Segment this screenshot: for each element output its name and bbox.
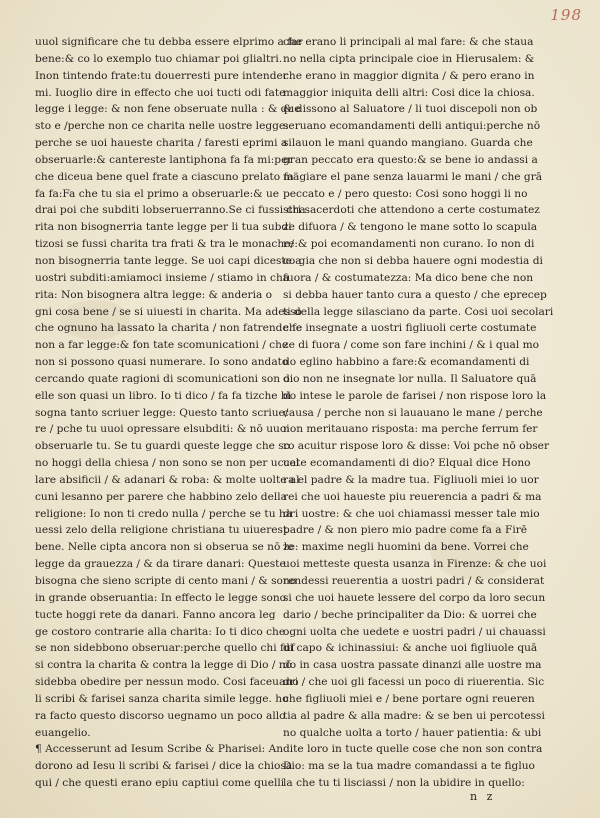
text-line: di capo & ichinassiui: & anche uoi figliuole quā: [283, 642, 538, 655]
text-line: se non sidebbono obseruar:perche quello chi fuf: [35, 642, 295, 655]
text-line: silauon le mani quando mangiano. Guarda che: [283, 137, 533, 150]
text-line: sidebba obedire per nessun modo. Cosi faceuano: [35, 676, 299, 689]
text-line: seruano ecomandamenti delli antiqui:perche nō: [283, 120, 541, 133]
signature-mark: n z: [470, 790, 496, 803]
text-line: no nella cipta principale cioe in Hierusalem: &: [283, 52, 535, 65]
text-line: bisogna che sieno scripte di cento mani / & sono: [35, 575, 297, 587]
text-line: co gia che non si debba hauere ogni modestia di: [283, 254, 543, 267]
text-line: Dio: ma se la tua madre comandassi a te figluo: [283, 760, 535, 773]
text-line: rita non bisognerria tante legge per li tua subdi: [35, 221, 292, 234]
text-line: li scribi & farisei sanza charita simile legge. ho: [35, 692, 289, 705]
text-line: che erano li principali al mal fare: & che staua: [283, 36, 534, 48]
text-line: rita: Non bisognera altra legge: & anderia o: [35, 288, 273, 301]
text-line: fuora / & costumatezza: Ma dico bene che non: [283, 271, 534, 284]
text-line: ti della legge silasciano da parte. Cosi uoi secolari: [283, 305, 554, 318]
text-line: re / pche tu uuoi opressare elsubditi: & nō uuoi: [35, 423, 290, 436]
text-line: elle son quasi un libro. Io ti dico / fa fa tizche bi: [35, 389, 292, 402]
text-line: religione: Io non ti credo nulla / perche se tu ha: [35, 507, 293, 520]
text-line: uuol significare che tu debba essere elprimo a far: [35, 36, 303, 48]
text-line: tia al padre & alla madre: & se ben ui percotessi: [283, 709, 545, 722]
text-line: ¶ Accesserunt ad Iesum Scribe & Pharisei: An: [35, 743, 284, 756]
text-line: no qualche uolta a torto / hauer patientia: & ubi: [283, 726, 542, 739]
text-line: che insegnate a uostri figliuoli certe costumate: [283, 322, 537, 335]
right-text-column: [283, 34, 558, 792]
text-line: ze difuora / & tengono le mane sotto lo scapula: [283, 221, 538, 234]
text-line: si contra la charita & contra la legge di Dio / nō: [35, 659, 293, 672]
text-line: che figliuoli miei e / bene portare ogni reueren: [283, 692, 535, 705]
text-line: cercando quate ragioni di scomunicationi son o:: [35, 372, 294, 385]
text-line: che ognuno ha lassato la charita / non fatrende fe: [35, 322, 303, 335]
text-line: ra facto questo discorso uegnamo un poco allo: [35, 709, 286, 722]
text-line: obseruarle:& cantereste lantiphona fa fa mi:per: [35, 153, 293, 166]
text-line: legge i legge: & non fene obseruate nulla : & que: [35, 103, 301, 116]
text-line: ze di fuora / come son fare inchini / & i qual mo: [283, 339, 540, 352]
text-line: in grande obseruantia: In effecto le legge sono: [35, 591, 287, 604]
text-line: peccato e / pero questo: Cosi sono hoggi li no: [283, 187, 528, 200]
text-line: rei che uoi haueste piu reuerencia a padri & ma: [283, 490, 542, 503]
text-line: Inon tintendo frate:tu douerresti pure intender: [35, 69, 288, 82]
text-line: ge costoro contrarie alla charita: Io ti dico che: [35, 625, 286, 638]
text-line: sto e /perche non ce charita nelle uostre legge:: [35, 120, 289, 133]
text-line: no hoggi della chiesa / non sono se non per uccel: [35, 457, 300, 470]
text-line: ogni uolta che uedete e uostri padri / ui chauassi: [283, 625, 546, 638]
text-line: mi. Iuoglio dire in effecto che uoi tucti odi fate: [35, 86, 286, 99]
text-line: ra el padre & la madre tua. Figliuoli miei io uor: [283, 473, 539, 486]
text-line: do eglino habbino a fare:& ecomandamenti di: [283, 356, 530, 369]
text-line: che erano in maggior dignita / & pero erano in: [283, 69, 535, 82]
text-line: mägiare el pane senza lauarmi le mani / che grā: [283, 170, 543, 183]
text-line: ze: maxime negli huomini da bene. Vorrei che: [283, 541, 529, 554]
text-line: uoi metteste questa usanza in Firenze: & che uoi: [283, 558, 547, 571]
text-line: gran peccato era questo:& se bene io andassi a: [283, 153, 538, 166]
text-line: & dissono al Saluatore / li tuoi discepoli non ob: [283, 103, 538, 116]
text-line: legge da grauezza / & da tirare danari: Queste: [35, 558, 286, 571]
text-line: si che uoi hauete lessere del corpo da loro secun: [283, 591, 546, 604]
text-line: qui / che questi erano epiu captiui come quelli: [35, 777, 285, 790]
text-line: uostri subditi:amiamoci insieme / stiamo in cha: [35, 271, 290, 284]
text-line: dio non ne insegnate lor nulla. Il Saluatore quā: [283, 372, 537, 385]
text-line: tizosi se fussi charita tra frati & tra le monache/: [35, 238, 295, 251]
text-line: gni cosa bene / se si uiuesti in charita. Ma adesso: [35, 305, 302, 318]
folio-number: 198: [550, 6, 582, 24]
text-line: che diceua bene quel frate a ciascuno prelato fa: [35, 170, 294, 183]
text-line: lare absificii / & adanari & roba: & molte uolte al: [35, 473, 300, 486]
text-line: dri / che uoi gli facessi un poco di riuerentia. Sic: [283, 676, 545, 689]
text-line: euangelio.: [35, 726, 91, 739]
text-line: re:& poi ecomandamenti non curano. Io non di: [283, 238, 535, 251]
text-line: do intese le parole de farisei / non rispose loro la: [283, 389, 547, 402]
text-line: rendessi reuerentia a uostri padri / & considerat: [283, 575, 545, 587]
text-line: la che tu ti lisciassi / non la ubidire in quello:: [283, 777, 525, 790]
text-line: stri sacerdoti che attendono a certe costumatez: [283, 204, 540, 217]
text-line: non meritauano risposta: ma perche ferrum fer: [283, 423, 538, 436]
text-line: dario / beche principaliter da Dio: & uorrei che: [283, 608, 537, 621]
text-line: si debba hauer tanto cura a questo / che eprecep: [283, 288, 547, 301]
text-line: drai poi che subditi lobseruerranno.Se ci fussi cha: [35, 204, 306, 217]
text-line: obseruarle tu. Se tu guardi queste legge che so: [35, 440, 291, 453]
text-line: perche se uoi haueste charita / faresti eprimi a: [35, 137, 288, 150]
text-line: causa / perche non si lauauano le mane / perche: [283, 406, 543, 419]
text-line: non bisognerria tante legge. Se uoi capi diceste a: [35, 254, 302, 267]
text-line: dite loro in tucte quelle cose che non son contra: [283, 743, 543, 756]
text-line: dri uostre: & che uoi chiamassi messer tale mio: [283, 507, 540, 520]
text-line: ro acuitur rispose loro & disse: Voi pche nō obser: [283, 440, 550, 453]
text-line: bene:& co lo exemplo tuo chiamar poi glialtri.: [35, 52, 283, 65]
text-line: uate ecomandamenti di dio? Elqual dice Hono: [283, 457, 531, 470]
text-line: tucte hoggi rete da danari. Fanno ancora leg: [35, 608, 276, 621]
text-line: non a far legge:& fon tate scomunicationi / che: [35, 339, 289, 352]
text-line: non si possono quasi numerare. Io sono andato: [35, 356, 289, 369]
text-line: fa fa:Fa che tu sia el primo a obseruarle:& ue: [35, 187, 280, 200]
left-text-column: [35, 34, 306, 792]
text-line: maggior iniquita delli altri: Cosi dice la chiosa.: [283, 86, 535, 99]
text-line: cuni lesanno per parere che habbino zelo della: [35, 490, 287, 503]
text-line: do in casa uostra passate dinanzi alle uostre ma: [283, 659, 542, 672]
text-line: padre / & non piero mio padre come fa a Firē: [283, 524, 528, 537]
text-line: bene. Nelle cipta ancora non si obserua se nō le: [35, 541, 294, 554]
text-line: sogna tanto scriuer legge: Questo tanto scriue/: [35, 406, 289, 419]
text-line: dorono ad Iesu li scribi & farisei / dice la chiosa: [35, 760, 293, 773]
text-line: uessi zelo della religione christiana tu uiuerest: [35, 524, 288, 537]
